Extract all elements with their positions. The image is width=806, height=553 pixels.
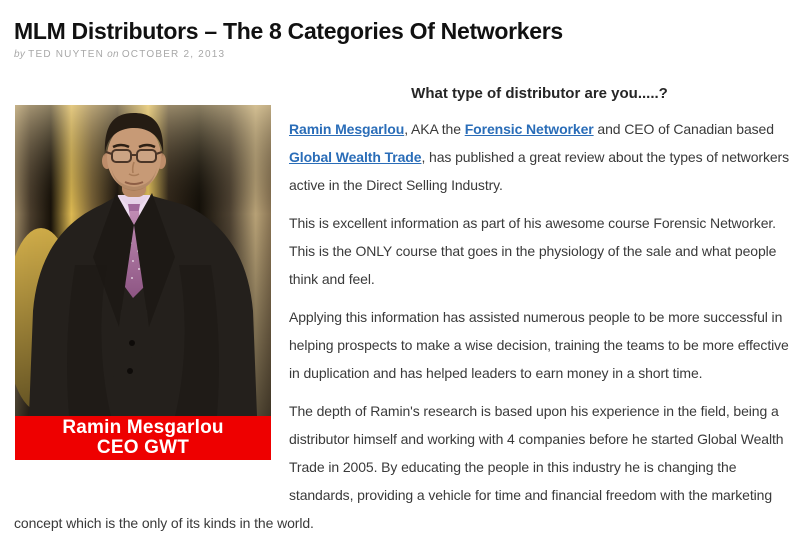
paragraph-text: , has published a great review about the types of networkers active in the Direct Selling Industry.	[289, 149, 789, 193]
inline-link[interactable]: Ramin Mesgarlou	[289, 121, 405, 137]
portrait-figure	[15, 105, 271, 460]
paragraph-text: The depth of Ramin's research is based upon his experience in the field, being a distributor himself and working with 4 companies before he started Global Wealth Trade in 2005. By educating the people in this industry he is changing the standards, providing a vehicle for time and financial freedom with the marketing concept which is the only of its kinds in the world.	[14, 403, 784, 531]
paragraph-text: Applying this information has assisted numerous people to be more successful in helping prospects to make a wise decision, training the teams to be more effective in duplication and has helped leaders to earn money in a short time.	[289, 309, 789, 381]
photo-caption	[15, 416, 271, 460]
byline-on: on	[107, 49, 119, 60]
byline-author: TED NUYTEN	[28, 49, 105, 60]
article-body	[14, 85, 790, 547]
photo-caption-role: CEO GWT	[96, 437, 190, 458]
byline-by: by	[14, 49, 26, 60]
page-title: MLM Distributors – The 8 Categories Of Networkers	[14, 18, 563, 44]
byline-date: OCTOBER 2, 2013	[121, 49, 226, 60]
inline-link[interactable]: Global Wealth Trade	[289, 149, 422, 165]
article-subheading: What type of distributor are you.....?	[411, 85, 668, 102]
paragraph-text: This is excellent information as part of his awesome course Forensic Networker. This is the ONLY course that goes in the physiology of the sale and what people think and feel.	[289, 215, 777, 287]
article-page	[0, 18, 806, 553]
paragraph-text: and CEO of Canadian based	[593, 121, 774, 137]
inline-link[interactable]: Forensic Networker	[464, 121, 594, 137]
photo-caption-name: Ramin Mesgarlou	[62, 417, 224, 438]
paragraph-text: , AKA the	[404, 121, 465, 137]
portrait-photo	[15, 105, 271, 416]
byline	[14, 48, 790, 61]
